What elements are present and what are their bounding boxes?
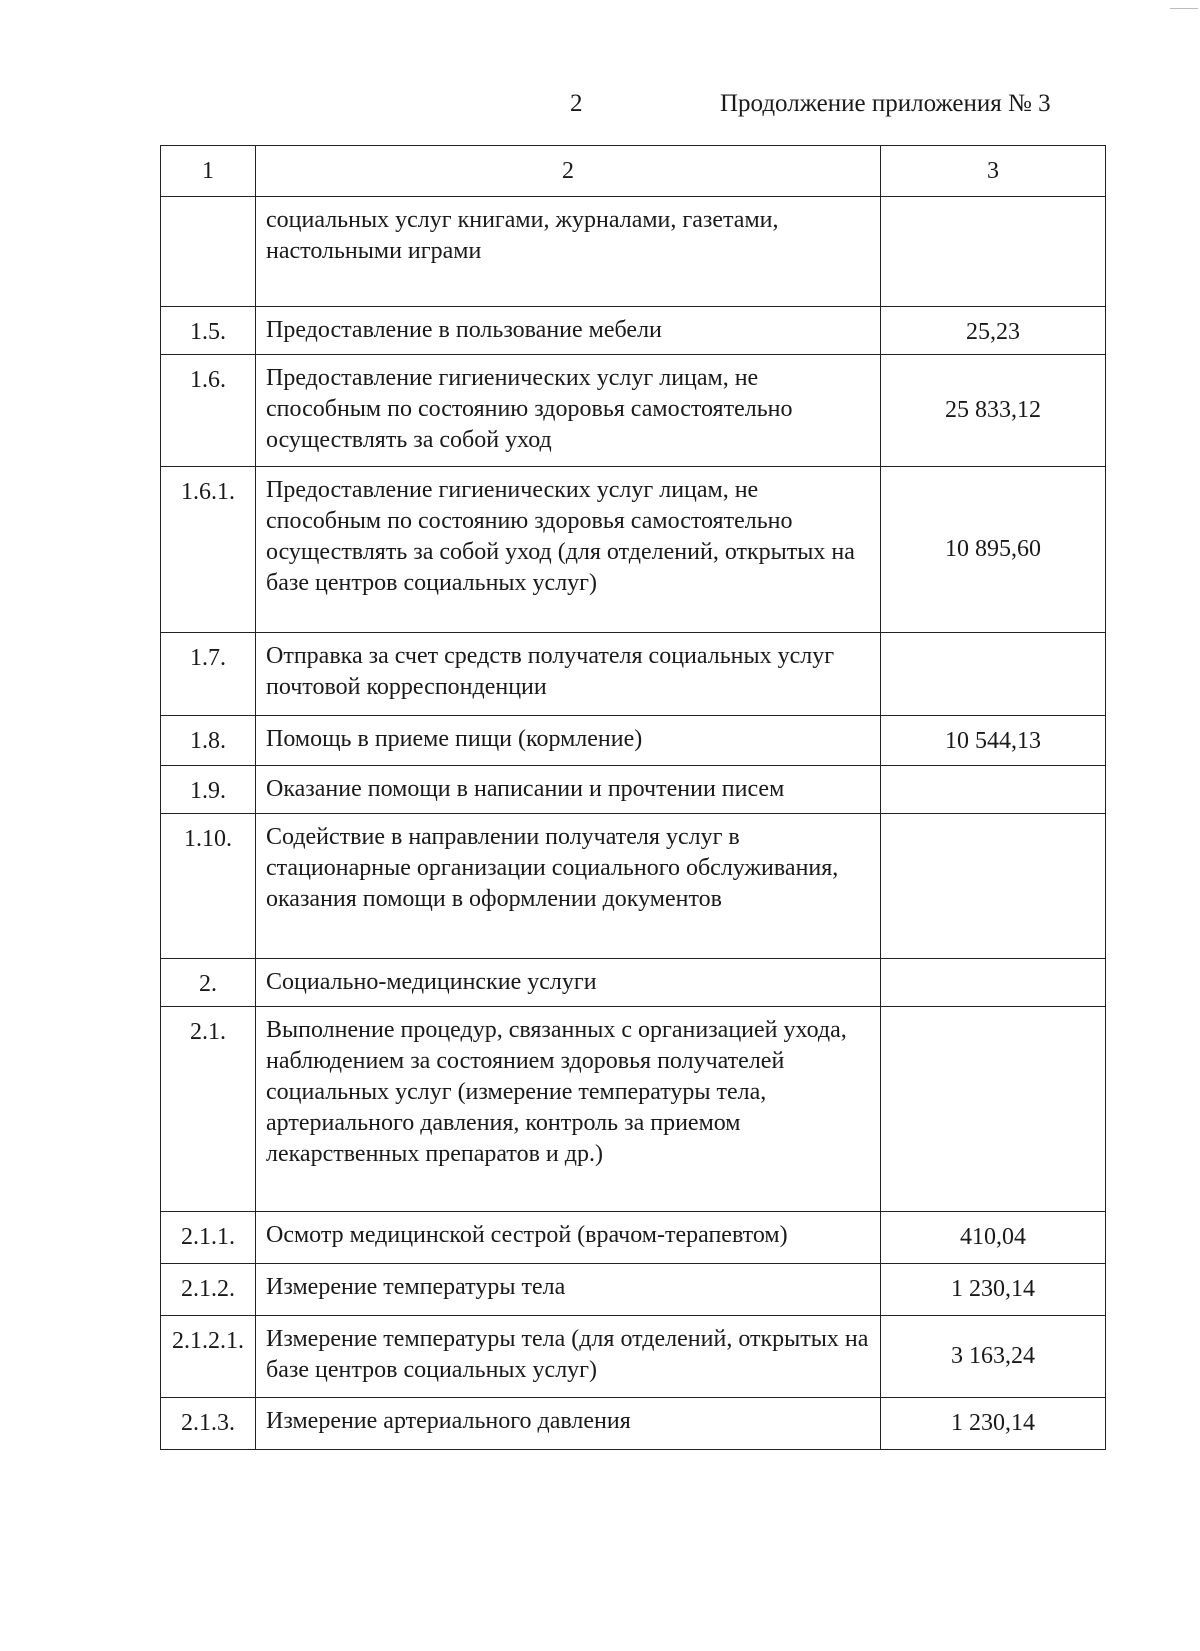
table-row (161, 766, 1106, 814)
row-text: Оказание помощи в написании и прочтении писем (256, 766, 881, 814)
row-text: Осмотр медицинской сестрой (врачом-терапевтом) (256, 1212, 881, 1264)
row-number: 1.10. (161, 814, 256, 959)
column-header-3: 3 (881, 146, 1106, 197)
row-value (881, 814, 1106, 959)
row-number: 2.1.2.1. (161, 1316, 256, 1398)
table-row (161, 197, 1106, 307)
table-row (161, 814, 1106, 959)
row-value (881, 197, 1106, 307)
table-row (161, 1264, 1106, 1316)
table-row (161, 467, 1106, 633)
column-header-2: 2 (256, 146, 881, 197)
row-value: 10 895,60 (881, 467, 1106, 633)
row-value (881, 1007, 1106, 1212)
row-value: 1 230,14 (881, 1398, 1106, 1450)
row-value: 25,23 (881, 307, 1106, 355)
table-header-row (161, 146, 1106, 197)
row-number: 1.6. (161, 355, 256, 467)
row-text: Социально-медицинские услуги (256, 959, 881, 1007)
row-number: 2.1.2. (161, 1264, 256, 1316)
row-text: Предоставление гигиенических услуг лицам, не способным по состоянию здоровья самостоятельно осуществлять за собой уход (для отделений, открытых на базе центров социальных услуг) (256, 467, 881, 633)
table-row (161, 633, 1106, 716)
row-text: Измерение температуры тела (256, 1264, 881, 1316)
row-value: 3 163,24 (881, 1316, 1106, 1398)
row-value (881, 766, 1106, 814)
row-text: Измерение температуры тела (для отделений, открытых на базе центров социальных услуг) (256, 1316, 881, 1398)
row-text: Предоставление гигиенических услуг лицам, не способным по состоянию здоровья самостоятельно осуществлять за собой уход (256, 355, 881, 467)
row-number: 2.1.3. (161, 1398, 256, 1450)
row-text: Помощь в приеме пищи (кормление) (256, 716, 881, 766)
row-number: 2. (161, 959, 256, 1007)
table-row (161, 355, 1106, 467)
page-number: 2 (570, 90, 583, 117)
row-value: 410,04 (881, 1212, 1106, 1264)
row-number: 1.6.1. (161, 467, 256, 633)
row-number: 1.7. (161, 633, 256, 716)
row-text: Выполнение процедур, связанных с организацией ухода, наблюдением за состоянием здоровья получателей социальных услуг (измерение температуры тела, артериального давления, контроль за приемом лекарственных препаратов и др.) (256, 1007, 881, 1212)
table-row (161, 716, 1106, 766)
services-table (160, 145, 1106, 1450)
table-row (161, 307, 1106, 355)
page-subtitle: Продолжение приложения № 3 (720, 90, 1051, 117)
row-text: Измерение артериального давления (256, 1398, 881, 1450)
row-value: 10 544,13 (881, 716, 1106, 766)
column-header-1: 1 (161, 146, 256, 197)
row-number (161, 197, 256, 307)
row-value (881, 959, 1106, 1007)
row-number: 2.1.1. (161, 1212, 256, 1264)
row-text: Предоставление в пользование мебели (256, 307, 881, 355)
row-text: социальных услуг книгами, журналами, газетами, настольными играми (256, 197, 881, 307)
row-text: Отправка за счет средств получателя социальных услуг почтовой корреспонденции (256, 633, 881, 716)
row-number: 1.9. (161, 766, 256, 814)
table-row (161, 1398, 1106, 1450)
row-number: 1.5. (161, 307, 256, 355)
row-value (881, 633, 1106, 716)
table-row (161, 959, 1106, 1007)
row-number: 2.1. (161, 1007, 256, 1212)
scan-edge-mark (1170, 8, 1198, 9)
table-row (161, 1316, 1106, 1398)
table-row (161, 1007, 1106, 1212)
row-text: Содействие в направлении получателя услуг в стационарные организации социального обслуживания, оказания помощи в оформлении документов (256, 814, 881, 959)
row-value: 1 230,14 (881, 1264, 1106, 1316)
row-number: 1.8. (161, 716, 256, 766)
row-value: 25 833,12 (881, 355, 1106, 467)
table-row (161, 1212, 1106, 1264)
